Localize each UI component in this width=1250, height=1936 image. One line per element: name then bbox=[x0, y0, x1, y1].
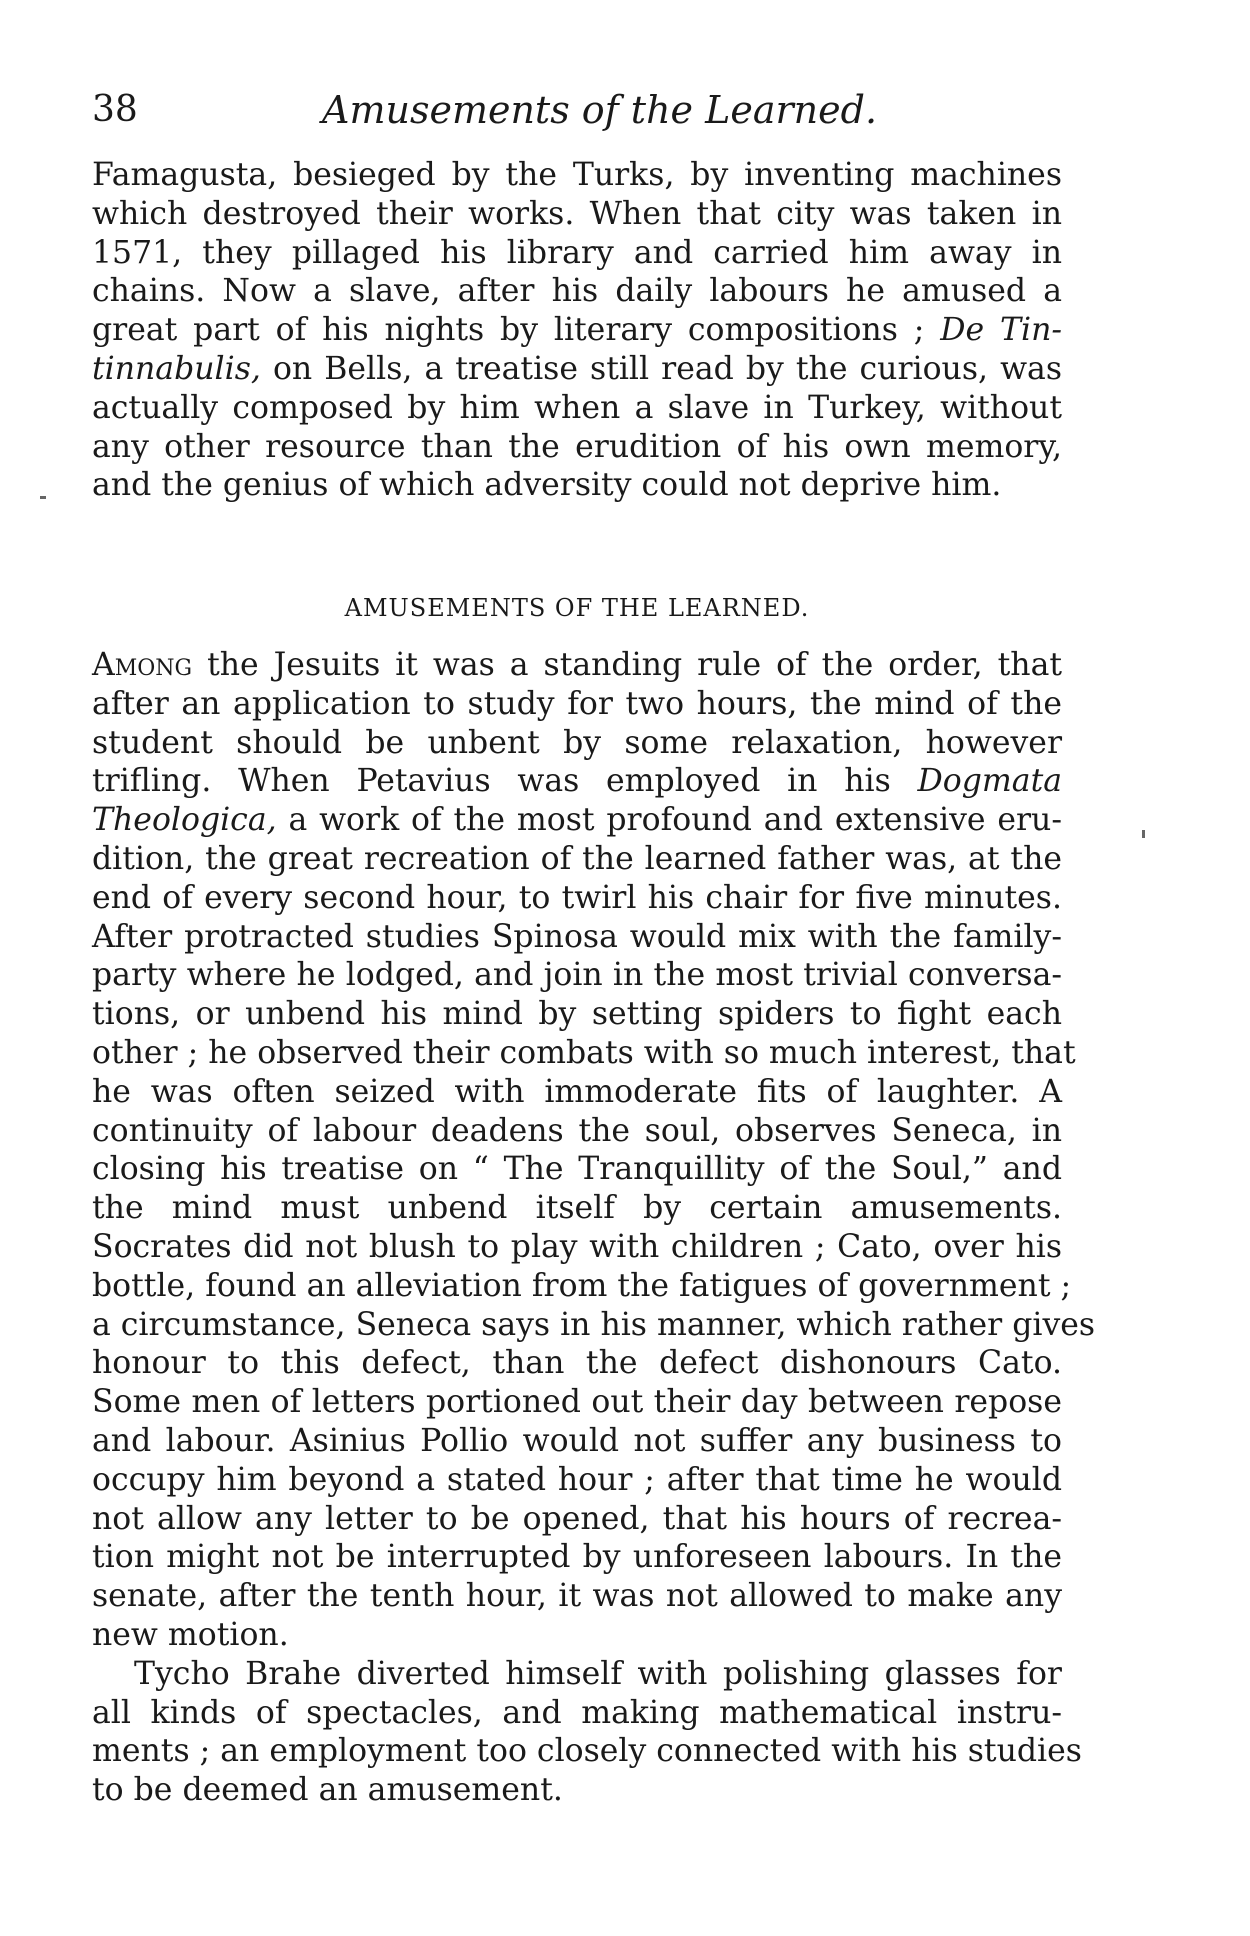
italic-title: tinnabulis, bbox=[92, 350, 261, 387]
running-head bbox=[92, 86, 1072, 146]
italic-title: De Tin- bbox=[940, 312, 1063, 349]
text-line: continuity of labour deadens the soul, observes Seneca, in bbox=[92, 1112, 1062, 1149]
text-line-with-italic bbox=[92, 311, 1062, 350]
page-number: 38 bbox=[92, 89, 138, 130]
text-line: honour to this defect, than the defect dishonours Cato. bbox=[92, 1345, 1062, 1382]
text-line: not allow any letter to be opened, that his hours of recrea- bbox=[92, 1500, 1062, 1537]
text-line: occupy him beyond a stated hour ; after that time he would bbox=[92, 1461, 1062, 1498]
text-line: Socrates did not blush to play with children ; Cato, over his bbox=[92, 1228, 1062, 1265]
text-line: tions, or unbend his mind by setting spiders to fight each bbox=[92, 996, 1062, 1033]
text-line: the mind must unbend itself by certain amusements. bbox=[92, 1190, 1062, 1227]
italic-title: Theologica, bbox=[92, 802, 277, 839]
text-line: to be deemed an amusement. bbox=[92, 1772, 563, 1809]
text-line: and labour. Asinius Pollio would not suffer any business to bbox=[92, 1422, 1062, 1459]
text-line: all kinds of spectacles, and making mathematical instru- bbox=[92, 1694, 1062, 1731]
text-line: other ; he observed their combats with so much interest, that bbox=[92, 1034, 1076, 1071]
text-line: bottle, found an alleviation from the fatigues of government ; bbox=[92, 1267, 1072, 1304]
line-part: a work of the most profound and extensive eru- bbox=[288, 802, 1062, 839]
line-part: trifling. When Petavius was employed in his bbox=[92, 763, 891, 800]
text-line: Famagusta, besieged by the Turks, by inventing machines bbox=[92, 157, 1062, 193]
text-line: chains. Now a slave, after his daily labours he amused a bbox=[92, 273, 1062, 310]
continued-paragraph bbox=[92, 156, 1062, 505]
italic-title: Dogmata bbox=[917, 763, 1063, 800]
text-line-with-italic bbox=[92, 350, 1062, 389]
text-line: end of every second hour, to twirl his chair for five minutes. bbox=[92, 879, 1062, 916]
text-line: any other resource than the erudition of his own memory, bbox=[92, 428, 1062, 465]
text-line: dition, the great recreation of the learned father was, at the bbox=[92, 840, 1062, 877]
text-line: senate, after the tenth hour, it was not allowed to make any bbox=[92, 1578, 1062, 1615]
text-line: a circumstance, Seneca says in his manner, which rather gives bbox=[92, 1306, 1096, 1343]
text-line-opening bbox=[92, 646, 1062, 685]
text-line: ments ; an employment too closely connected with his studies bbox=[92, 1733, 1082, 1770]
text-line: 1571, they pillaged his library and carried him away in bbox=[92, 234, 1062, 271]
text-line: after an application to study for two hours, the mind of the bbox=[92, 685, 1062, 722]
text-line: After protracted studies Spinosa would mix with the family- bbox=[92, 918, 1062, 955]
line-part: great part of his nights by literary compositions ; bbox=[92, 312, 925, 349]
text-line: new motion. bbox=[92, 1616, 289, 1653]
text-line-with-italic bbox=[92, 801, 1062, 840]
text-line: which destroyed their works. When that city was taken in bbox=[92, 195, 1062, 232]
section-heading: AMUSEMENTS OF THE LEARNED. bbox=[344, 594, 810, 622]
text-line: party where he lodged, and join in the most trivial conversa- bbox=[92, 957, 1062, 994]
text-line: he was often seized with immoderate fits of laughter. A bbox=[92, 1073, 1062, 1110]
line-part: the Jesuits it was a standing rule of the order, that bbox=[207, 647, 1063, 683]
section-body bbox=[92, 646, 1096, 1810]
text-line-with-italic bbox=[92, 762, 1062, 801]
text-line: and the genius of which adversity could not deprive him. bbox=[92, 467, 1002, 504]
running-title: Amusements of the Learned. bbox=[322, 88, 878, 132]
text-line: Some men of letters portioned out their day between repose bbox=[92, 1384, 1062, 1421]
text-line: Tycho Brahe diverted himself with polishing glasses for bbox=[134, 1655, 1062, 1692]
text-line: closing his treatise on “ The Tranquillity of the Soul,” and bbox=[92, 1151, 1062, 1188]
text-line: tion might not be interrupted by unforeseen labours. In the bbox=[92, 1539, 1062, 1576]
margin-mark bbox=[40, 496, 46, 499]
margin-mark bbox=[1142, 830, 1145, 838]
text-line: student should be unbent by some relaxation, however bbox=[92, 724, 1062, 761]
opening-word: Among bbox=[92, 647, 193, 683]
text-line: actually composed by him when a slave in Turkey, without bbox=[92, 389, 1062, 426]
line-part: on Bells, a treatise still read by the curious, was bbox=[272, 350, 1062, 387]
